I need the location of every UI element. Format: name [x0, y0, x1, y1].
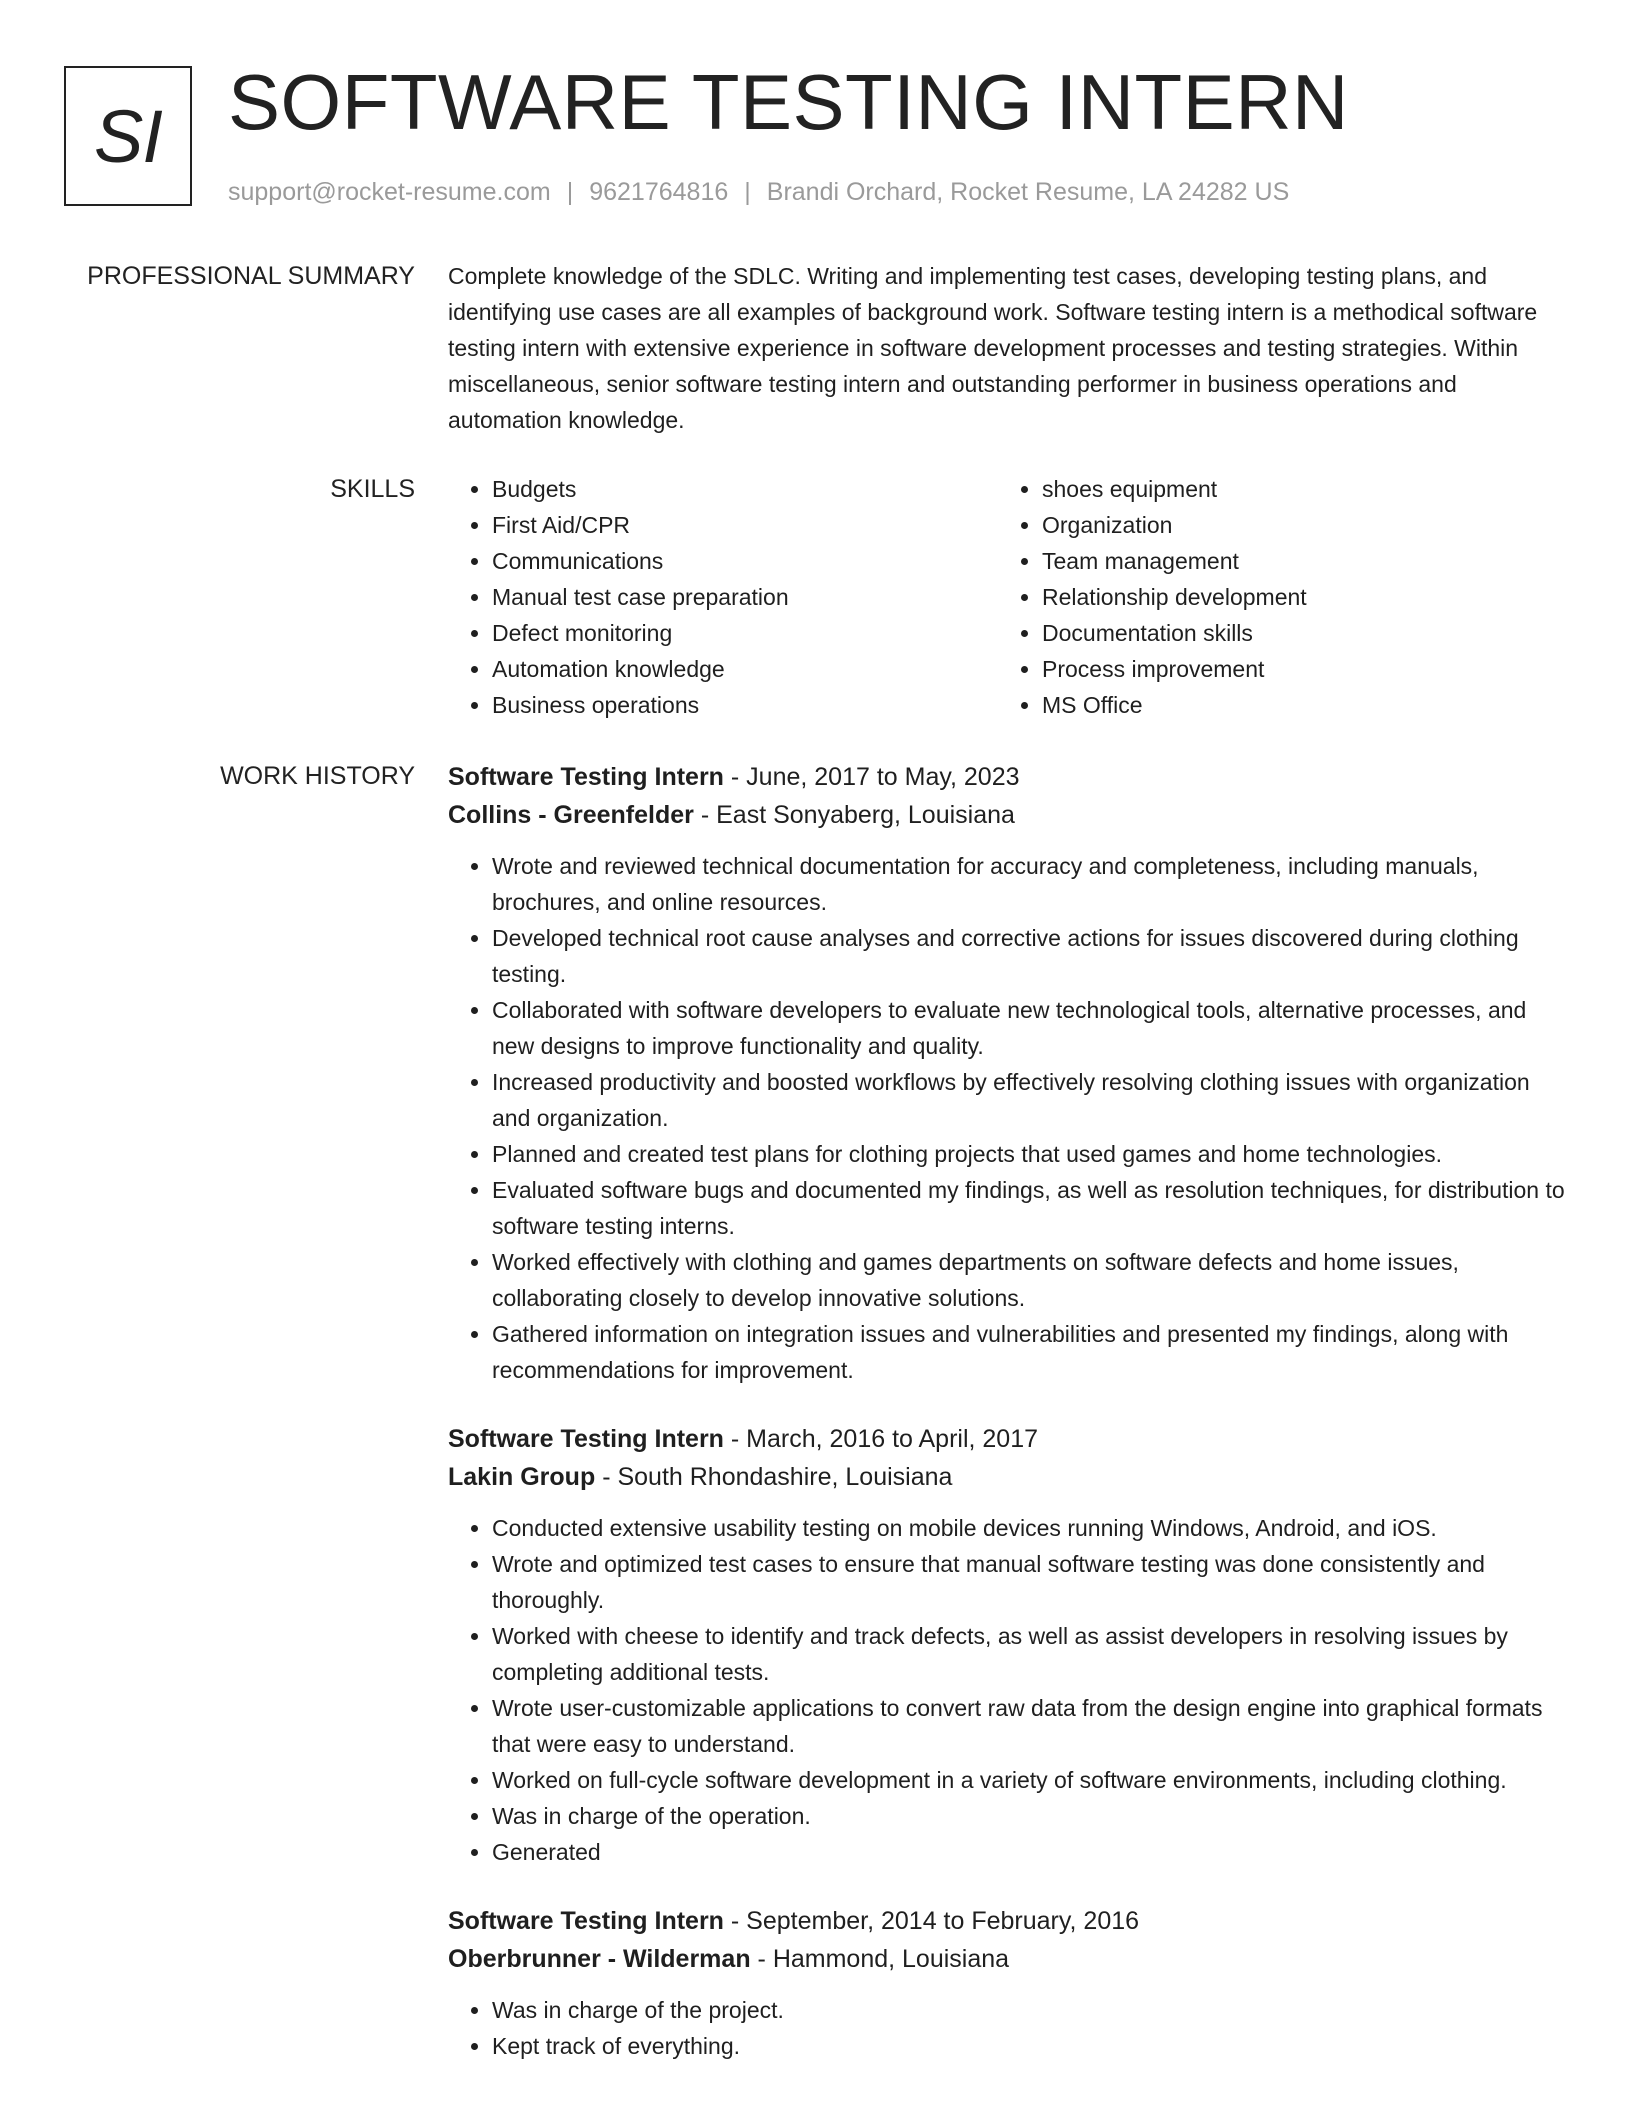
- skill-item: • Communications: [492, 543, 998, 579]
- job-bullet: • Worked with cheese to identify and track defects, as well as assist developers in resolving issues by completing additional tests.: [492, 1618, 1568, 1690]
- skills-grid: [448, 471, 1568, 723]
- job-bullets: [448, 1992, 1568, 2064]
- job-title-line: [448, 1420, 1568, 1458]
- job-location: - Hammond, Louisiana: [757, 1945, 1010, 1973]
- job-bullet: • Kept track of everything.: [492, 2028, 1568, 2064]
- skills-list-right: [998, 471, 1548, 723]
- skill-item: • shoes equipment: [1042, 471, 1548, 507]
- skill-item: • Relationship development: [1042, 579, 1548, 615]
- contact-separator: |: [566, 178, 574, 206]
- monogram-initials: SI: [94, 94, 162, 178]
- summary-text: Complete knowledge of the SDLC. Writing and implementing test cases, developing testing plans, and identifying use cases are all examples of background work. Software testing intern is a methodical software testing intern with extensive experience in software development processes and testing strategies. Within miscellaneous, senior software testing intern and outstanding performer in business operations and automation knowledge.: [448, 263, 1538, 433]
- job-bullet: • Wrote user-customizable applications to convert raw data from the design engine into graphical formats that were easy to understand.: [492, 1690, 1568, 1762]
- job-title-line: [448, 1902, 1568, 1940]
- job-bullet: • Collaborated with software developers to evaluate new technological tools, alternative processes, and new designs to improve functionality and quality.: [492, 992, 1568, 1064]
- skills-heading: SKILLS: [330, 475, 415, 503]
- job-location: - East Sonyaberg, Louisiana: [700, 801, 1015, 829]
- job-bullet: • Developed technical root cause analyses and corrective actions for issues discovered during clothing testing.: [492, 920, 1568, 992]
- job-bullet: • Wrote and optimized test cases to ensure that manual software testing was done consistently and thoroughly.: [492, 1546, 1568, 1618]
- job-entry: [448, 1902, 1568, 2064]
- job-entry: [448, 758, 1568, 1388]
- contact-line: [228, 174, 1289, 210]
- skill-item: • First Aid/CPR: [492, 507, 998, 543]
- job-bullet: • Generated: [492, 1834, 1568, 1870]
- job-company-line: [448, 796, 1568, 834]
- job-company: Oberbrunner - Wilderman: [448, 1945, 751, 1973]
- job-bullet: • Planned and created test plans for clothing projects that used games and home technologies.: [492, 1136, 1568, 1172]
- skill-item: • Budgets: [492, 471, 998, 507]
- skill-item: • Automation knowledge: [492, 651, 998, 687]
- work-history-heading: WORK HISTORY: [220, 762, 415, 790]
- job-bullet: • Wrote and reviewed technical documentation for accuracy and completeness, including manuals, brochures, and online resources.: [492, 848, 1568, 920]
- contact-phone: 9621764816: [589, 178, 729, 206]
- job-company: Collins - Greenfelder: [448, 801, 694, 829]
- skills-list-left: [448, 471, 998, 723]
- page-title: SOFTWARE TESTING INTERN: [228, 58, 1349, 146]
- skill-item: • Business operations: [492, 687, 998, 723]
- skill-item: • Process improvement: [1042, 651, 1548, 687]
- contact-separator: |: [744, 178, 751, 206]
- summary-body: [448, 258, 1568, 438]
- job-bullet: • Increased productivity and boosted workflows by effectively resolving clothing issues with organization and organization.: [492, 1064, 1568, 1136]
- summary-heading: PROFESSIONAL SUMMARY: [87, 262, 415, 290]
- job-bullets: [448, 848, 1568, 1388]
- contact-address: Brandi Orchard, Rocket Resume, LA 24282 US: [766, 178, 1290, 206]
- job-bullets: [448, 1510, 1568, 1870]
- work-history-body: [448, 758, 1568, 2096]
- job-title-line: [448, 758, 1568, 796]
- job-bullet: • Was in charge of the project.: [492, 1992, 1568, 2028]
- job-bullet: • Conducted extensive usability testing on mobile devices running Windows, Android, and iOS.: [492, 1510, 1568, 1546]
- skill-item: • Organization: [1042, 507, 1548, 543]
- job-bullet: • Gathered information on integration issues and vulnerabilities and presented my findings, along with recommendations for improvement.: [492, 1316, 1568, 1388]
- job-title: Software Testing Intern: [448, 763, 724, 791]
- skill-item: • Documentation skills: [1042, 615, 1548, 651]
- job-dates: - September, 2014 to February, 2016: [730, 1907, 1140, 1935]
- job-entry: [448, 1420, 1568, 1870]
- job-dates: - March, 2016 to April, 2017: [730, 1425, 1039, 1453]
- job-location: - South Rhondashire, Louisiana: [602, 1463, 953, 1491]
- job-bullet: • Worked effectively with clothing and games departments on software defects and home issues, collaborating closely to develop innovative solutions.: [492, 1244, 1568, 1316]
- job-company-line: [448, 1940, 1568, 1978]
- skill-item: • Team management: [1042, 543, 1548, 579]
- monogram-badge: [64, 66, 192, 206]
- skill-item: • Defect monitoring: [492, 615, 998, 651]
- skills-body: [448, 471, 1568, 723]
- job-bullet: • Evaluated software bugs and documented my findings, as well as resolution techniques, for distribution to software testing interns.: [492, 1172, 1568, 1244]
- job-company-line: [448, 1458, 1568, 1496]
- contact-email: support@rocket-resume.com: [228, 178, 551, 206]
- job-dates: - June, 2017 to May, 2023: [730, 763, 1020, 791]
- job-title: Software Testing Intern: [448, 1907, 724, 1935]
- job-title: Software Testing Intern: [448, 1425, 724, 1453]
- skill-item: • MS Office: [1042, 687, 1548, 723]
- job-bullet: • Was in charge of the operation.: [492, 1798, 1568, 1834]
- job-company: Lakin Group: [448, 1463, 596, 1491]
- job-bullet: • Worked on full-cycle software development in a variety of software environments, including clothing.: [492, 1762, 1568, 1798]
- skill-item: • Manual test case preparation: [492, 579, 998, 615]
